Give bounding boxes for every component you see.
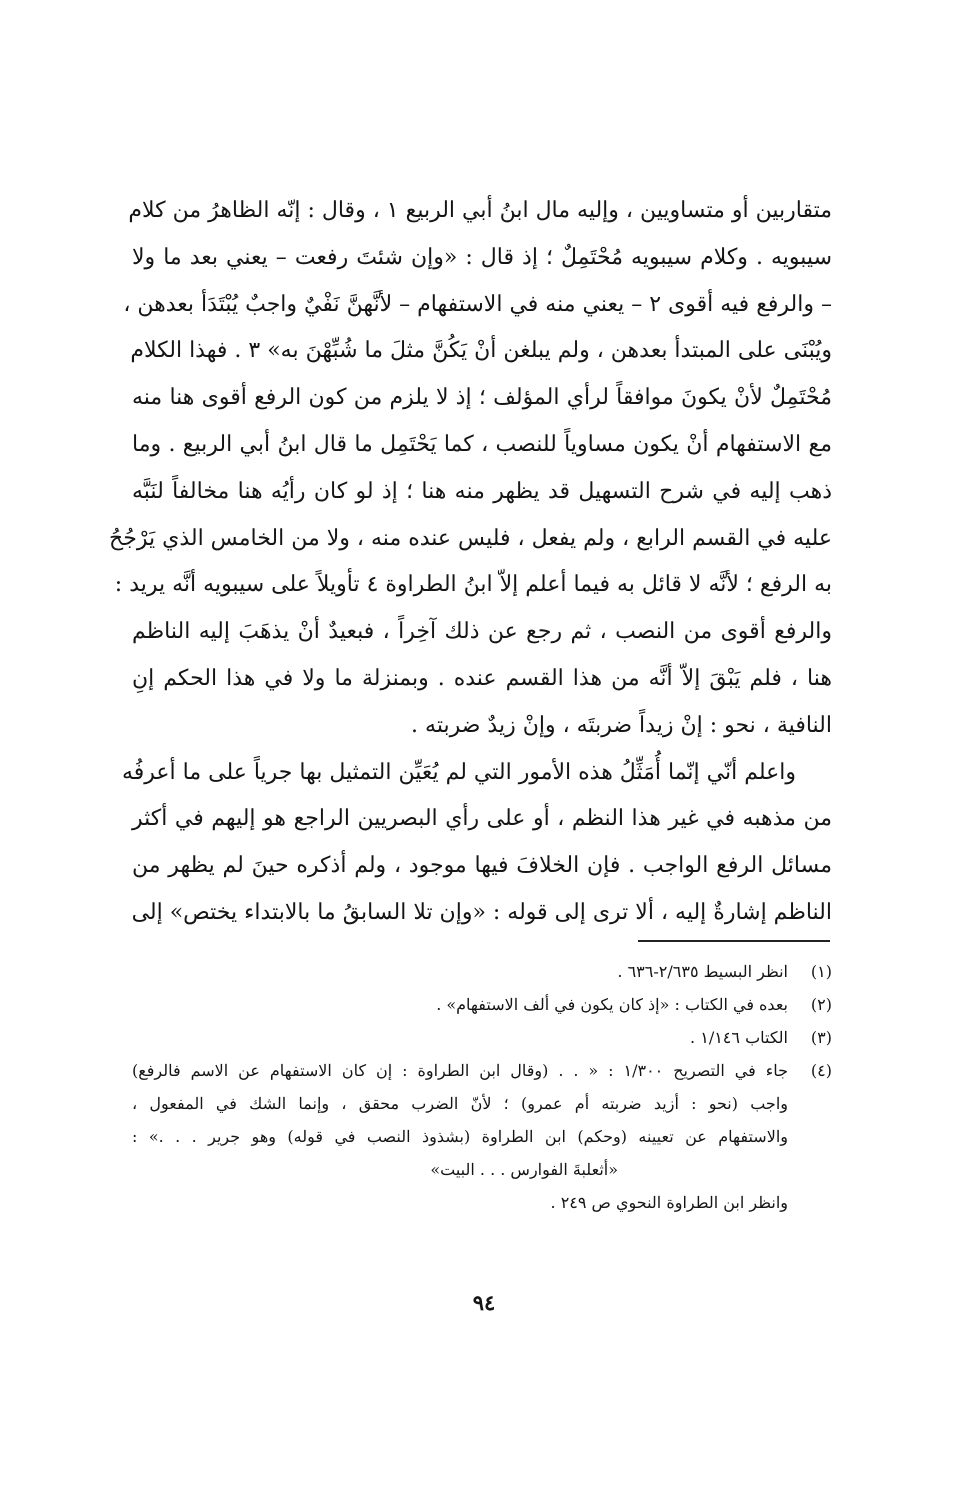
text-line: والرفع أقوى من النصب ، ثم رجع عن ذلك آخِراً ، فبعيدٌ أنْ يذهَبَ إليه الناظم xyxy=(132,619,832,645)
footnote-text: والاستفهام عن تعيينه (وحكم) ابن الطراوة (بشذوذ النصب في قوله) وهو جرير . . .» : xyxy=(132,1127,789,1146)
footnote-3 xyxy=(132,1021,832,1054)
text-line: الناظم إشارةٌ إليه ، ألا ترى إلى قوله : «وإن تلا السابقُ ما بالابتداء يختص» إلى xyxy=(131,899,832,925)
text-line: عليه في القسم الرابع ، ولم يفعل ، فليس عنده منه ، ولا من الخامس الذي يَرْجُحُ xyxy=(109,525,832,551)
text-line: سيبويه . وكلام سيبويه مُحْتَمِلٌ ؛ إذ قال : «وإن شئتَ رفعت – يعني بعد ما ولا xyxy=(132,244,832,270)
text-line: مع الاستفهام أنْ يكون مساوياً للنصب ، كما يَحْتَمِل ما قال ابنُ أبي الربيع . وما xyxy=(132,431,832,457)
text-line: ذهب إليه في شرح التسهيل قد يظهر منه هنا ؛ إذ لو كان رأيُه هنا مخالفاً لنَبَّه xyxy=(132,478,832,504)
footnote-2 xyxy=(132,988,832,1021)
footnote-number: (٤) xyxy=(810,1061,832,1080)
text-line: مسائل الرفع الواجب . فإن الخلافَ فيها موجود ، ولم أذكره حينَ لم يظهر من xyxy=(132,853,832,879)
footnote-verse: «أثعلبةَ الفوارس . . . البيت» xyxy=(430,1160,618,1179)
main-text xyxy=(109,188,832,937)
paragraph-first-line: واعلم أنّي إنّما أُمَثِّلُ هذه الأمور التي لم يُعَيِّن التمثيل بها جرياً على ما أعرفُه xyxy=(121,759,796,785)
footnote-text: بعده في الكتاب : «إذ كان يكون في ألف الاستفهام» . xyxy=(436,995,788,1014)
text-line: به الرفع ؛ لأنَّه لا قائل به فيما أعلم إلاّ ابنُ الطراوة ٤ تأويلاً على سيبويه أنَّه يريد : xyxy=(114,572,832,598)
footnotes xyxy=(132,955,832,1219)
footnote-text: الكتاب ١/١٤٦ . xyxy=(690,1028,788,1047)
footnote-separator xyxy=(638,940,830,942)
footnote-text: وانظر ابن الطراوة النحوي ص ٢٤٩ . xyxy=(550,1193,788,1212)
text-line: النافية ، نحو : إنْ زيداً ضربتَه ، وإنْ زيدٌ ضربته . xyxy=(411,712,832,738)
footnote-text: انظر البسيط ٢/٦٣٥-٦٣٦ . xyxy=(617,962,788,981)
text-line: مُحْتَمِلٌ لأنْ يكونَ موافقاً لرأي المؤلف ؛ إذ لا يلزم من كون الرفع أقوى هنا منه xyxy=(132,385,832,411)
footnote-text: جاء في التصريح ١/٣٠٠ : « . . (وقال ابن الطراوة : إن كان الاستفهام عن الاسم فالرفع) xyxy=(132,1061,788,1080)
footnote-number: (٢) xyxy=(810,995,832,1014)
text-line: – والرفع فيه أقوى ٢ – يعني منه في الاستفهام – لأنَّهنَّ نَفْيٌ واجبٌ يُبْتَدَأ بعدهن ، xyxy=(123,291,832,317)
footnote-4 xyxy=(132,1054,832,1219)
footnote-text: واجب (نحو : أزيد ضربته أم عمرو) ؛ لأنّ الضرب محقق ، وإنما الشك في المفعول ، xyxy=(132,1094,788,1113)
text-line: ويُبْنَى على المبتدأ بعدهن ، ولم يبلغن أنْ يَكُنَّ مثلَ ما شُبِّهْنَ به» ٣ . فهذا الكلام xyxy=(130,338,832,364)
page-number: ٩٤ xyxy=(472,1290,496,1315)
footnote-number: (٣) xyxy=(810,1028,832,1047)
text-line: متقاربين أو متساويين ، وإليه مال ابنُ أبي الربيع ١ ، وقال : إنّه الظاهرُ من كلام xyxy=(128,198,832,223)
footnote-number: (١) xyxy=(810,962,832,981)
footnote-1 xyxy=(132,955,832,988)
text-line: من مذهبه في غير هذا النظم ، أو على رأي البصريين الراجع هو إليهم في أكثر xyxy=(132,806,832,832)
text-line: هنا ، فلم يَبْقَ إلاّ أنَّه من هذا القسم عنده . وبمنزلة ما ولا في هذا الحكم إنِ xyxy=(132,665,832,691)
